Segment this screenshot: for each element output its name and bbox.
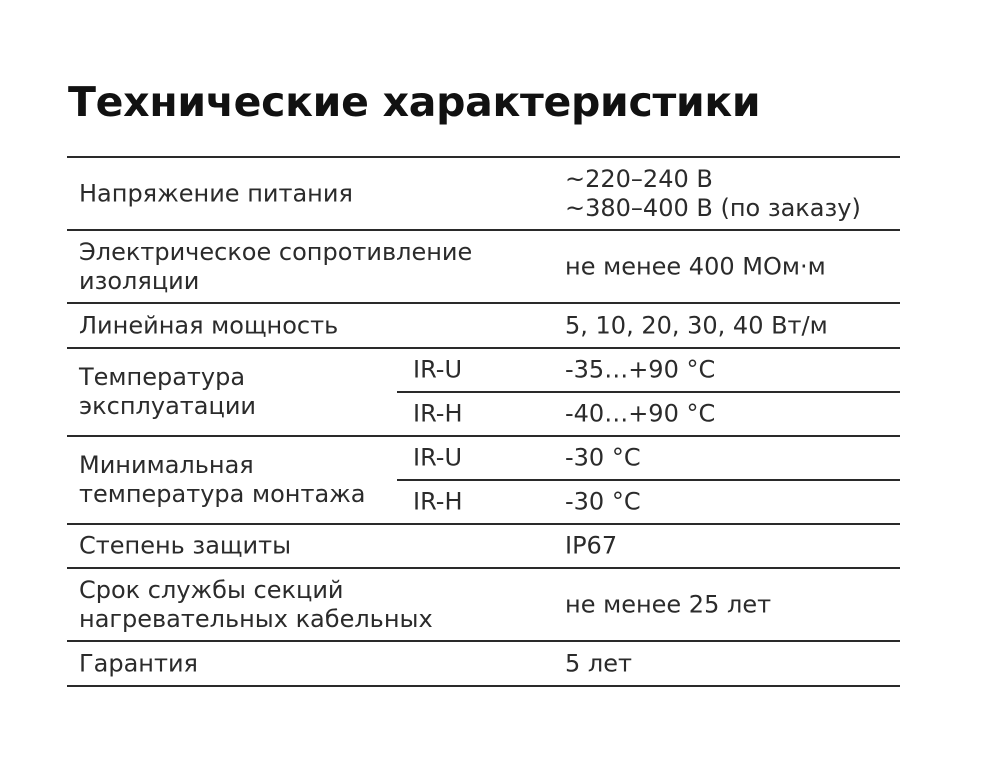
row-label-line: эксплуатации bbox=[79, 392, 257, 420]
row-label-line: Срок службы секций bbox=[79, 575, 344, 604]
subrow-group bbox=[397, 349, 900, 435]
subrow bbox=[397, 393, 900, 435]
row-label-line: Гарантия bbox=[79, 649, 198, 677]
row-value bbox=[565, 532, 617, 561]
row-label-line: Степень защиты bbox=[79, 531, 292, 560]
table-row bbox=[67, 349, 900, 437]
model-name: IR-U bbox=[413, 443, 463, 472]
row-value bbox=[565, 649, 632, 678]
row-value bbox=[565, 590, 771, 619]
row-label bbox=[79, 238, 472, 296]
row-label bbox=[79, 532, 291, 561]
row-label-line: температура монтажа bbox=[79, 480, 366, 508]
row-value-line: IP67 bbox=[565, 531, 618, 560]
row-value bbox=[565, 311, 828, 340]
model-name: IR-H bbox=[413, 399, 463, 428]
row-label bbox=[79, 311, 338, 340]
row-value: -30 °С bbox=[565, 487, 641, 516]
model-name: IR-U bbox=[413, 355, 463, 384]
row-label-line: изоляции bbox=[79, 266, 200, 295]
row-value bbox=[565, 165, 861, 223]
row-value: -40…+90 °С bbox=[565, 399, 716, 428]
row-label-line: Минимальная bbox=[79, 451, 254, 479]
row-label-line: Напряжение питания bbox=[79, 179, 353, 207]
row-label-line: Линейная мощность bbox=[79, 311, 339, 339]
page-title: Технические характеристики bbox=[68, 78, 761, 126]
row-value-line: 5, 10, 20, 30, 40 Вт/м bbox=[565, 311, 828, 339]
table-row bbox=[67, 437, 900, 525]
row-label bbox=[79, 179, 353, 208]
subrow bbox=[397, 437, 900, 481]
row-value-line: ~380–400 В (по заказу) bbox=[565, 193, 861, 222]
row-value-line: 5 лет bbox=[565, 649, 632, 677]
table-row bbox=[67, 642, 900, 687]
row-label bbox=[79, 451, 366, 509]
row-value-line: ~220–240 В bbox=[565, 164, 713, 193]
table-row bbox=[67, 525, 900, 569]
row-value: -35…+90 °С bbox=[565, 355, 716, 384]
row-label-line: Электрическое сопротивление bbox=[79, 237, 473, 266]
subrow bbox=[397, 481, 900, 523]
row-value-line: не менее 25 лет bbox=[565, 590, 772, 618]
row-value bbox=[565, 252, 826, 281]
specs-table bbox=[67, 156, 900, 687]
row-value: -30 °С bbox=[565, 443, 641, 472]
subrow bbox=[397, 349, 900, 393]
table-row bbox=[67, 569, 900, 642]
row-label bbox=[79, 363, 256, 421]
row-label-line: Температура bbox=[79, 363, 246, 391]
model-name: IR-H bbox=[413, 487, 463, 516]
table-row bbox=[67, 231, 900, 304]
table-row bbox=[67, 304, 900, 349]
row-value-line: не менее 400 МОм·м bbox=[565, 252, 826, 280]
row-label-line: нагревательных кабельных bbox=[79, 604, 433, 633]
row-label bbox=[79, 649, 198, 678]
subrow-group bbox=[397, 437, 900, 523]
table-row bbox=[67, 158, 900, 231]
row-label bbox=[79, 576, 433, 634]
